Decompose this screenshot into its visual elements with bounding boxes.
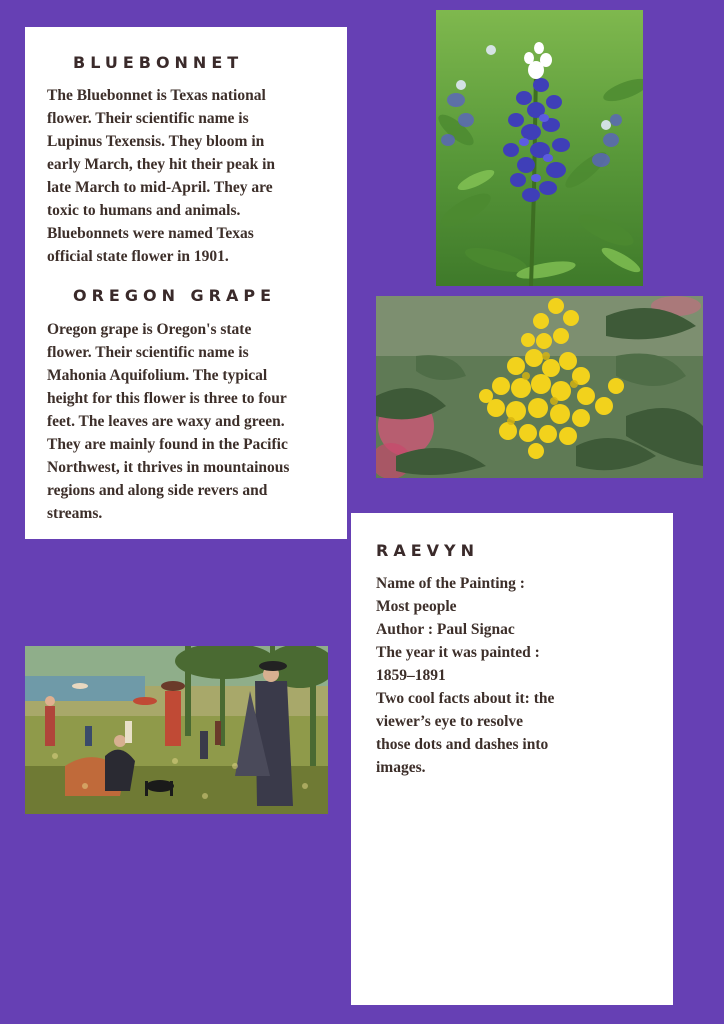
bluebonnet-line: official state flower in 1901. [47, 248, 229, 265]
bluebonnet-line: flower. Their scientific name is [47, 110, 249, 127]
bluebonnet-line: Bluebonnets were named Texas [47, 225, 254, 242]
oregon-grape-heading: OREGON GRAPE [73, 286, 277, 305]
painting-info-card [351, 513, 673, 1005]
oregon-grape-line: height for this flower is three to four [47, 390, 287, 407]
painting-line: those dots and dashes into [376, 736, 549, 753]
raevyn-heading: RAEVYN [376, 541, 479, 560]
bluebonnet-line: Lupinus Texensis. They bloom in [47, 133, 265, 150]
bluebonnet-line: late March to mid-April. They are [47, 179, 273, 196]
painting-line: Most people [376, 598, 457, 615]
painting-description [376, 572, 666, 779]
bluebonnet-heading: BLUEBONNET [73, 53, 244, 72]
bluebonnet-photo [436, 10, 643, 286]
oregon-grape-line: regions and along side revers and [47, 482, 268, 499]
oregon-grape-line: feet. The leaves are waxy and green. [47, 413, 285, 430]
oregon-grape-line: Northwest, it thrives in mountainous [47, 459, 290, 476]
painting-line: viewer’s eye to resolve [376, 713, 524, 730]
painting-line: Name of the Painting : [376, 575, 525, 592]
oregon-grape-line: Oregon grape is Oregon's state [47, 321, 252, 338]
bluebonnet-line: The Bluebonnet is Texas national [47, 87, 266, 104]
painting-line: Two cool facts about it: the [376, 690, 555, 707]
oregon-grape-line: flower. Their scientific name is [47, 344, 249, 361]
oregon-grape-line: Mahonia Aquifolium. The typical [47, 367, 268, 384]
oregon-grape-photo [376, 296, 703, 478]
oregon-grape-description [47, 318, 342, 525]
painting-image [25, 646, 328, 814]
flower-info-card [25, 27, 347, 539]
oregon-grape-line: They are mainly found in the Pacific [47, 436, 288, 453]
painting-line: Author : Paul Signac [376, 621, 515, 638]
painting-line: The year it was painted : [376, 644, 540, 661]
bluebonnet-description [47, 84, 342, 268]
painting-line: 1859–1891 [376, 667, 446, 684]
oregon-grape-line: streams. [47, 505, 103, 522]
bluebonnet-line: early March, they hit their peak in [47, 156, 276, 173]
bluebonnet-line: toxic to humans and animals. [47, 202, 241, 219]
painting-line: images. [376, 759, 426, 776]
